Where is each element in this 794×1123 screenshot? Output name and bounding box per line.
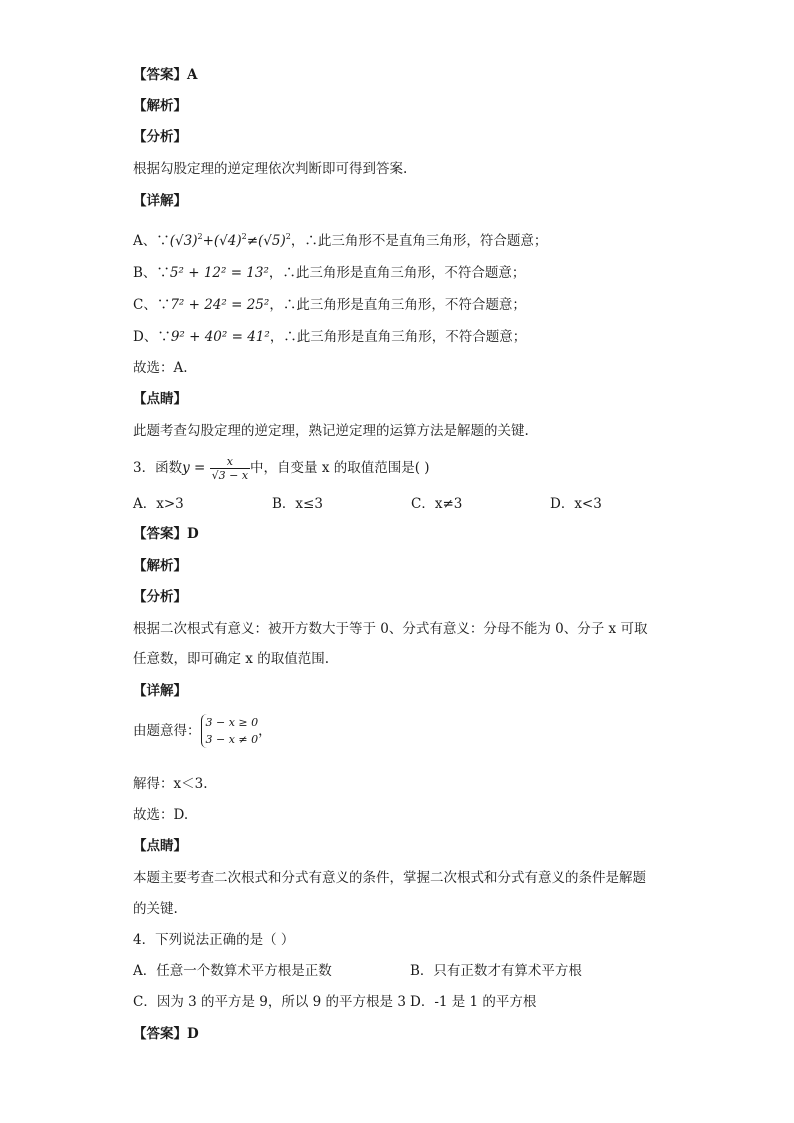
q2-step-d-text: ，∴此三角形是直角三角形，不符合题意； bbox=[269, 329, 527, 345]
q3-function-lhs: y = bbox=[182, 460, 206, 476]
q4-option-d: D．-1 是 1 的平方根 bbox=[410, 994, 537, 1010]
q2-step-d-expr: 9² + 40² = 41² bbox=[170, 329, 270, 345]
q2-step-a-expr-1: (√3) bbox=[169, 233, 198, 249]
q3-suffix: 中，自变量 x 的取值范围是( ) bbox=[250, 460, 430, 476]
q2-comment: 此题考查勾股定理的逆定理，熟记逆定理的运算方法是解题的关键. bbox=[133, 423, 529, 439]
q3-question bbox=[133, 455, 430, 482]
q3-choose: 故选：D. bbox=[133, 807, 189, 823]
q3-prefix: 3．函数 bbox=[133, 460, 183, 476]
q2-step-c bbox=[133, 296, 526, 314]
q2-jiexi-heading: 【解析】 bbox=[133, 98, 187, 114]
q2-xiangjie-heading: 【详解】 bbox=[133, 193, 187, 209]
q3-fraction-numerator: x bbox=[226, 455, 233, 468]
q2-step-a-label: A、∵ bbox=[133, 233, 170, 249]
q2-step-c-label: C、∵ bbox=[133, 297, 171, 313]
q2-choose: 故选：A. bbox=[133, 360, 188, 376]
q3-xiangjie-heading: 【详解】 bbox=[133, 683, 187, 699]
q3-dianjing-heading: 【点睛】 bbox=[133, 838, 187, 854]
q3-fraction-denominator: √3 − x bbox=[211, 469, 249, 482]
q4-question: 4．下列说法正确的是（ ） bbox=[133, 932, 295, 948]
q2-step-a-expr-2: +(√4) bbox=[202, 233, 242, 249]
q3-option-a: A．x>3 bbox=[133, 496, 184, 512]
q3-inequality-1: 3 − x ≥ 0 bbox=[205, 716, 259, 729]
q3-inequality-2: 3 − x ≠ 0 bbox=[205, 733, 259, 746]
q3-comment-line-2: 的关键. bbox=[133, 901, 178, 917]
q3-option-b: B．x≤3 bbox=[272, 496, 323, 512]
q2-step-a: A、$\because(√3)^2+(√4)^2\ne(√5)^2$，∴此三角形不是直角三角形，符合题意； bbox=[133, 232, 548, 249]
q2-step-b bbox=[133, 264, 525, 282]
q4-option-b: B．只有正数才有算术平方根 bbox=[410, 963, 582, 979]
q2-step-c-expr: 7² + 24² = 25² bbox=[170, 297, 270, 313]
q3-inequality-system bbox=[201, 714, 259, 748]
q2-answer: 【答案】A bbox=[133, 67, 198, 83]
q2-step-d-label: D、∵ bbox=[133, 329, 171, 345]
q3-option-d: D．x<3 bbox=[550, 496, 602, 512]
q4-option-a: A．任意一个数算术平方根是正数 bbox=[133, 963, 332, 979]
q4-answer: 【答案】D bbox=[133, 1026, 199, 1042]
q3-option-c: C．x≠3 bbox=[411, 496, 463, 512]
q3-fenxi-heading: 【分析】 bbox=[133, 589, 187, 605]
q2-step-b-expr: 5² + 12² = 13² bbox=[169, 265, 269, 281]
q3-condition bbox=[133, 714, 272, 748]
q3-analysis-line-2: 任意数，即可确定 x 的取值范围. bbox=[133, 651, 329, 667]
q2-step-a-expr-3: ≠(√5) bbox=[246, 233, 286, 249]
q3-comment-line-1: 本题主要考查二次根式和分式有意义的条件，掌握二次根式和分式有意义的条件是解题 bbox=[133, 870, 646, 886]
q3-condition-suffix: ， bbox=[258, 723, 272, 739]
q3-analysis-line-1: 根据二次根式有意义：被开方数大于等于 0、分式有意义：分母不能为 0、分子 x 可取 bbox=[133, 621, 648, 637]
q2-dianjing-heading: 【点睛】 bbox=[133, 391, 187, 407]
q2-fenxi-heading: 【分析】 bbox=[133, 129, 187, 145]
q3-jiexi-heading: 【解析】 bbox=[133, 558, 187, 574]
q3-fraction bbox=[210, 455, 250, 482]
q2-step-b-text: ，∴此三角形是直角三角形，不符合题意； bbox=[268, 265, 526, 281]
q3-answer: 【答案】D bbox=[133, 526, 199, 542]
q3-solve: 解得：x＜3. bbox=[133, 776, 208, 792]
q2-step-a-text: ，∴此三角形不是直角三角形，符合题意； bbox=[290, 233, 548, 249]
q3-condition-prefix: 由题意得： bbox=[133, 723, 201, 739]
q2-step-d bbox=[133, 328, 526, 346]
q2-step-b-label: B、∵ bbox=[133, 265, 170, 281]
q2-analysis: 根据勾股定理的逆定理依次判断即可得到答案. bbox=[133, 161, 408, 177]
q2-step-c-text: ，∴此三角形是直角三角形，不符合题意； bbox=[269, 297, 526, 313]
q4-option-c: C．因为 3 的平方是 9，所以 9 的平方根是 3 bbox=[133, 994, 406, 1010]
